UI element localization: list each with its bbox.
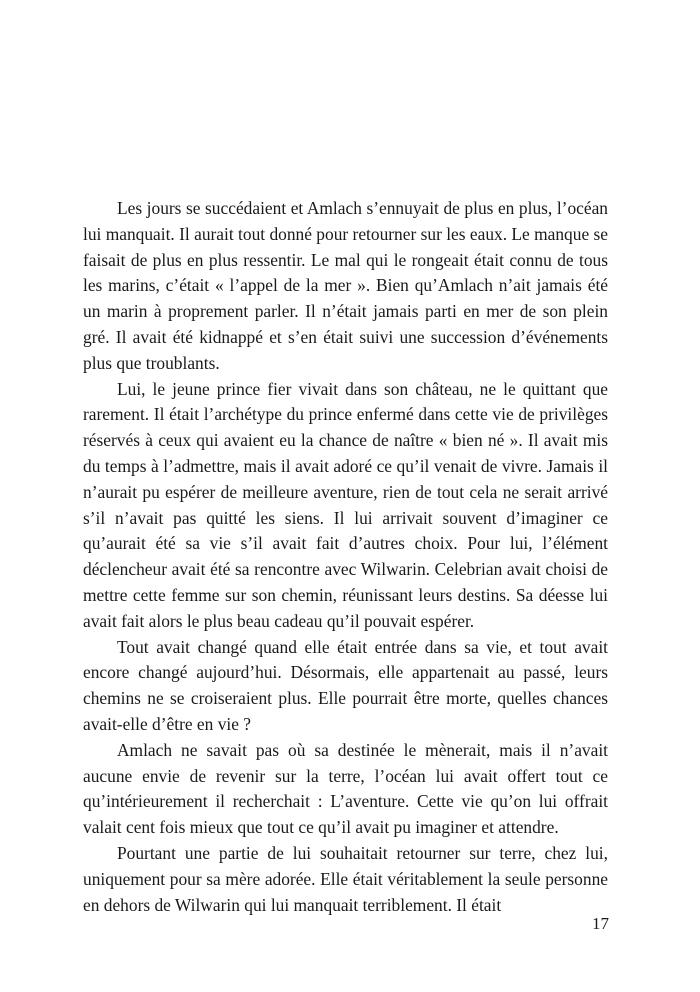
paragraph-3: Tout avait changé quand elle était entrée dans sa vie, et tout avait encore changé aujourd’hui. Désormais, elle appartenait au passé, leurs chemins ne se croiseraient plus. Elle pourrait être morte, quelles chances avait-elle d’être en vie ? — [83, 636, 608, 734]
body-text — [83, 196, 608, 918]
paragraph-1: Les jours se succédaient et Amlach s’ennuyait de plus en plus, l’océan lui manquait. Il aurait tout donné pour retourner sur les eaux. Le manque se faisait de plus en plus ressentir. Le mal qui le rongeait était connu de tous les marins, c’était « l’appel de la mer ». Bien qu’Amlach n’ait jamais été un marin à proprement parler. Il n’était jamais parti en mer de son plein gré. Il avait été kidnappé et s’en était suivi une succession d’événements plus que troublants. — [83, 198, 608, 373]
paragraph-2: Lui, le jeune prince fier vivait dans son château, ne le quittant que rarement. Il était l’archétype du prince enfermé dans cette vie de privilèges réservés à ceux qui avaient eu la chance de naître « bien né ». Il avait mis du temps à l’admettre, mais il avait adoré ce qu’il venait de vivre. Jamais il n’aurait pu espérer de meilleure aventure, rien de tout cela ne serait arrivé s’il n’avait pas quitté les siens. Il lui arrivait souvent d’imaginer ce qu’aurait été sa vie s’il avait fait d’autres choix. Pour lui, l’élément déclencheur avait été sa rencontre avec Wilwarin. Celebrian avait choisi de mettre cette femme sur son chemin, réunissant leurs destins. Sa déesse lui avait fait alors le plus beau cadeau qu’il pouvait espérer. — [83, 378, 608, 631]
paragraph-5: Pourtant une partie de lui souhaitait retourner sur terre, chez lui, uniquement pour sa mère adorée. Elle était véritablement la seule personne en dehors de Wilwarin qui lui manquait terriblement. Il était — [83, 842, 608, 915]
page-number: 17 — [592, 914, 609, 933]
paragraph-4: Amlach ne savait pas où sa destinée le mènerait, mais il n’avait aucune envie de revenir sur la terre, l’océan lui avait offert tout ce qu’intérieurement il recherchait : L’aventure. Cette vie qu’on lui offrait valait cent fois mieux que tout ce qu’il avait pu imaginer et attendre. — [83, 739, 608, 838]
